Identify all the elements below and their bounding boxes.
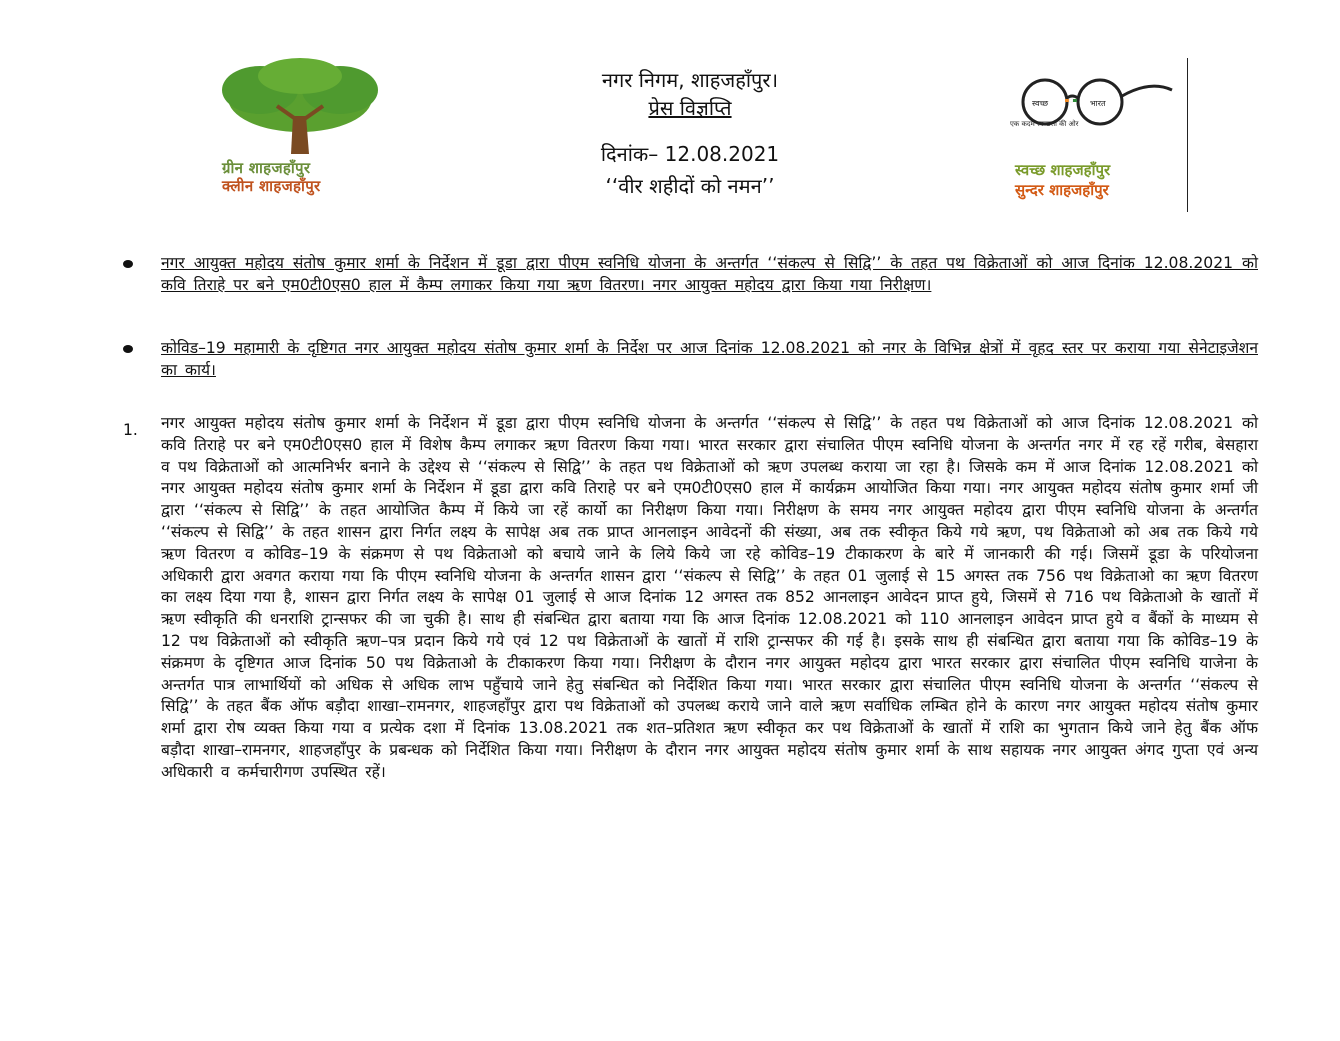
tree-icon [205,58,395,168]
office-name: नगर निगम, शाहजहाँपुर। [601,68,779,92]
logo-line-swachh: स्वच्छ शाहजहाँपुर [1015,161,1111,179]
paragraph-number: 1. [123,421,138,439]
svg-text:भारत: भारत [1090,99,1106,108]
body-paragraph: नगर आयुक्त महोदय संतोष कुमार शर्मा के निर्देशन में डूडा द्वारा पीएम स्वनिधि योजना के अन्तर्गत ‘‘संकल्प से सिद्वि’’ के तहत पथ विक्रेताओं को आज दिनांक 12.08.2021 को कवि तिराहे पर बने एम0टी0एस0 हाल में विशेष कैम्प लगाकर ऋण वितरण किया गया। भारत सरकार द्वारा संचालित पीएम स्वनिधि योजना के अन्तर्गत नगर में रह रहें गरीब, बेसहारा व पथ विक्रेताओं को आत्मनिर्भर बनाने के उद्देश्य से ‘‘संकल्प से सिद्वि’’ के तहत पथ विक्रेताओं को ऋण उपलब्ध कराया जा रहा है। जिसके कम में आज दिनांक 12.08.2021 को नगर आयुक्त महोदय संतोष कुमार शर्मा के निर्देशन में डूडा द्वारा कवि तिराहे पर बने एम0टी0एस0 हाल में कार्यक्रम आयोजित किया गया। नगर आयुक्त महोदय संतोष कुमार शर्मा जी द्वारा ‘‘संकल्प से सिद्वि’’ के तहत आयोजित कैम्प में किये जा रहें कार्यो का निरीक्षण किया गया। निरीक्षण के समय नगर आयुक्त महोदय द्वारा पीएम स्वनिधि योजना के अन्तर्गत ‘‘संकल्प से सिद्वि’’ के तहत शासन द्वारा निर्गत लक्ष्य के सापेक्ष अब तक प्राप्त आनलाइन आवेदनों की संख्या, अब तक स्वीकृत किये गये ऋण, पथ विक्रेताओ को अब तक किये गये ऋण वितरण व कोविड–19 के संक्रमण से पथ विक्रेताओ को बचाये जाने के लिये किये जा रहे कोविड–19 टीकाकरण के बारे में जानकारी की गई। जिसमें डूडा के परियोजना अधिकारी द्वारा अवगत कराया गया कि पीएम स्वनिधि योजना के अन्तर्गत शासन द्वारा ‘‘संकल्प से सिद्वि’’ के तहत 01 जुलाई से 15 अगस्त तक 756 पथ विक्रेताओ का ऋण वितरण का लक्ष्य दिया गया है, शासन द्वारा निर्गत लक्ष्य के सापेक्ष 01 जुलाई से आज दिनांक 12 अगस्त तक 852 आनलाइन आवेदन प्राप्त हुये, जिसमें से 716 पथ विक्रेताओ के खातों में ऋण स्वीकृति की धनराशि ट्रान्सफर की जा चुकी है। साथ ही संबन्धित द्वारा बताया गया कि आज दिनांक 12.08.2021 को 110 आनलाइन आवेदन प्राप्त हुये व बैंकों के माध्यम से 12 पथ विक्रेताओं को स्वीकृति ऋण–पत्र प्रदान किये गये एवं 12 पथ विक्रेताओं के खातों में राशि ट्रान्सफर की गई है। इसके साथ ही संबन्धित द्वारा बताया गया कि कोविड–19 के संक्रमण के दृष्टिगत आज दिनांक 50 पथ विक्रेताओ के टीकाकरण किया गया। निरीक्षण के दौरान नगर आयुक्त महोदय द्वारा भारत सरकार द्वारा संचालित पीएम स्वनिधि याजेना के अन्तर्गत पात्र लाभार्थियों को अधिक से अधिक लाभ पहुँचाये जाने हेतु संबन्धित को निर्देशित किया गया। भारत सरकार द्वारा संचालित पीएम स्वनिधि योजना के अन्तर्गत ‘‘संकल्प से सिद्वि’’ के तहत बैंक ऑफ बड़ौदा शाखा–रामनगर, शाहजहाँपुर द्वारा पथ विक्रेताओं को उपलब्ध कराये जाने वाले ऋण सर्वाधिक लम्बित होने के कारण नगर आयुक्त महोदय संतोष कुमार शर्मा द्वारा रोष व्यक्त किया गया व प्रत्येक दशा में दिनांक 13.08.2021 तक शत–प्रतिशत ऋण स्वीकृत कर पथ विक्रेताओं के खातों में राशि का भुगतान किये जाने हेतु बैंक ऑफ बड़ौदा शाखा–रामनगर, शाहजहाँपुर के प्रबन्धक को निर्देशित किया गया। निरीक्षण के दौरान नगर आयुक्त महोदय संतोष कुमार शर्मा के साथ सहायक नगर आयुक्त अंगद गुप्ता एवं अन्य अधिकारी व कर्मचारीगण उपस्थित रहें। [161,414,1258,781]
release-date: दिनांक– 12.08.2021 [600,142,780,166]
logo-line-green: ग्रीन शाहजहाँपुर [222,159,311,177]
bullet-icon [123,345,133,353]
bullet-text: कोविड–19 महामारी के दृष्टिगत नगर आयुक्त महोदय संतोष कुमार शर्मा के निर्देश पर आज दिनांक 12.08.2021 को नगर के विभिन्न क्षेत्रों में वृहद स्तर पर कराया गया सेनेटाइजेशन का कार्य। [161,339,1258,379]
swachh-tagline: एक कदम स्वच्छता की ओर [1010,120,1079,128]
release-title: ‘‘वीर शहीदों को नमन’’ [605,174,775,198]
logo-line-clean: क्लीन शाहजहाँपुर [222,177,321,195]
svg-text:स्वच्छ: स्वच्छ [1032,99,1049,108]
doc-type: प्रेस विज्ञप्ति [648,96,732,120]
header-divider [1187,58,1188,212]
logo-line-sundar: सुन्दर शाहजहाँपुर [1015,181,1109,199]
bullet-icon [123,260,133,268]
bullet-text: नगर आयुक्त महोदय संतोष कुमार शर्मा के निर्देशन में डूडा द्वारा पीएम स्वनिधि योजना के अन्तर्गत ‘‘संकल्प से सिद्वि’’ के तहत पथ विक्रेताओं को आज दिनांक 12.08.2021 को कवि तिराहे पर बने एम0टी0एस0 हाल में कैम्प लगाकर किया गया ऋण वितरण। नगर आयुक्त महोदय द्वारा किया गया निरीक्षण। [161,254,1258,294]
